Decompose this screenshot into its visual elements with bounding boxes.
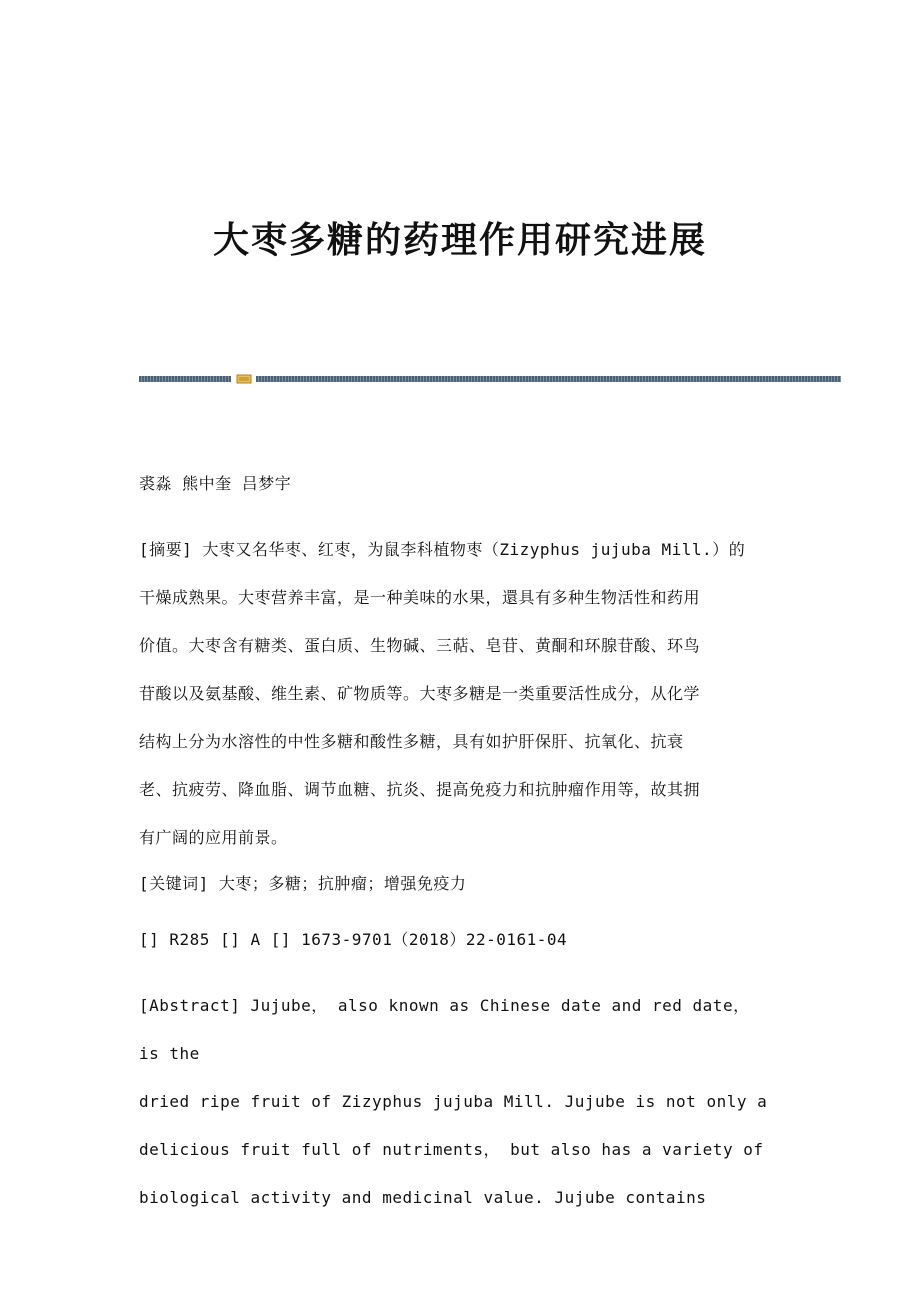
- abstract-en-line: delicious fruit full of nutriments， but also has a variety of: [139, 1140, 764, 1159]
- ornament-icon: [236, 374, 252, 384]
- abstract-cn-line: 干燥成熟果。大枣营养丰富，是一种美味的水果，還具有多种生物活性和药用: [139, 588, 701, 607]
- keywords: [关键词] 大枣；多糖；抗肿瘤；增强免疫力: [139, 874, 467, 893]
- page-title: 大枣多糖的药理作用研究进展: [212, 219, 707, 261]
- divider-bar-right: [256, 376, 841, 382]
- abstract-cn-line: 价值。大枣含有糖类、蛋白质、生物碱、三萜、皂苷、黄酮和环腺苷酸、环鸟: [139, 636, 701, 655]
- divider-bar-left: [139, 376, 231, 382]
- abstract-english: [139, 982, 779, 1222]
- abstract-en-line: biological activity and medicinal value. Jujube contains: [139, 1188, 707, 1207]
- abstract-cn-line: [摘要] 大枣又名华枣、红枣，为鼠李科植物枣（Zizyphus jujuba Mill.）的: [139, 540, 746, 559]
- abstract-cn-line: 苷酸以及氨基酸、维生素、矿物质等。大枣多糖是一类重要活性成分，从化学: [139, 684, 701, 703]
- title-divider: [139, 374, 841, 384]
- authors: 裘淼 熊中奎 吕梦宇: [139, 474, 292, 493]
- abstract-cn-line: 老、抗疲劳、降血脂、调节血糖、抗炎、提高免疫力和抗肿瘤作用等，故其拥: [139, 780, 701, 799]
- classification-codes: [] R285 [] A [] 1673-9701（2018）22-0161-04: [139, 930, 568, 949]
- abstract-en-line: [Abstract] Jujube， also known as Chinese date and red date， is the: [139, 996, 750, 1063]
- abstract-en-line: dried ripe fruit of Zizyphus jujuba Mill. Jujube is not only a: [139, 1092, 768, 1111]
- abstract-chinese: [139, 526, 779, 862]
- abstract-cn-line: 有广阔的应用前景。: [139, 828, 288, 847]
- abstract-cn-line: 结构上分为水溶性的中性多糖和酸性多糖，具有如护肝保肝、抗氧化、抗衰: [139, 732, 684, 751]
